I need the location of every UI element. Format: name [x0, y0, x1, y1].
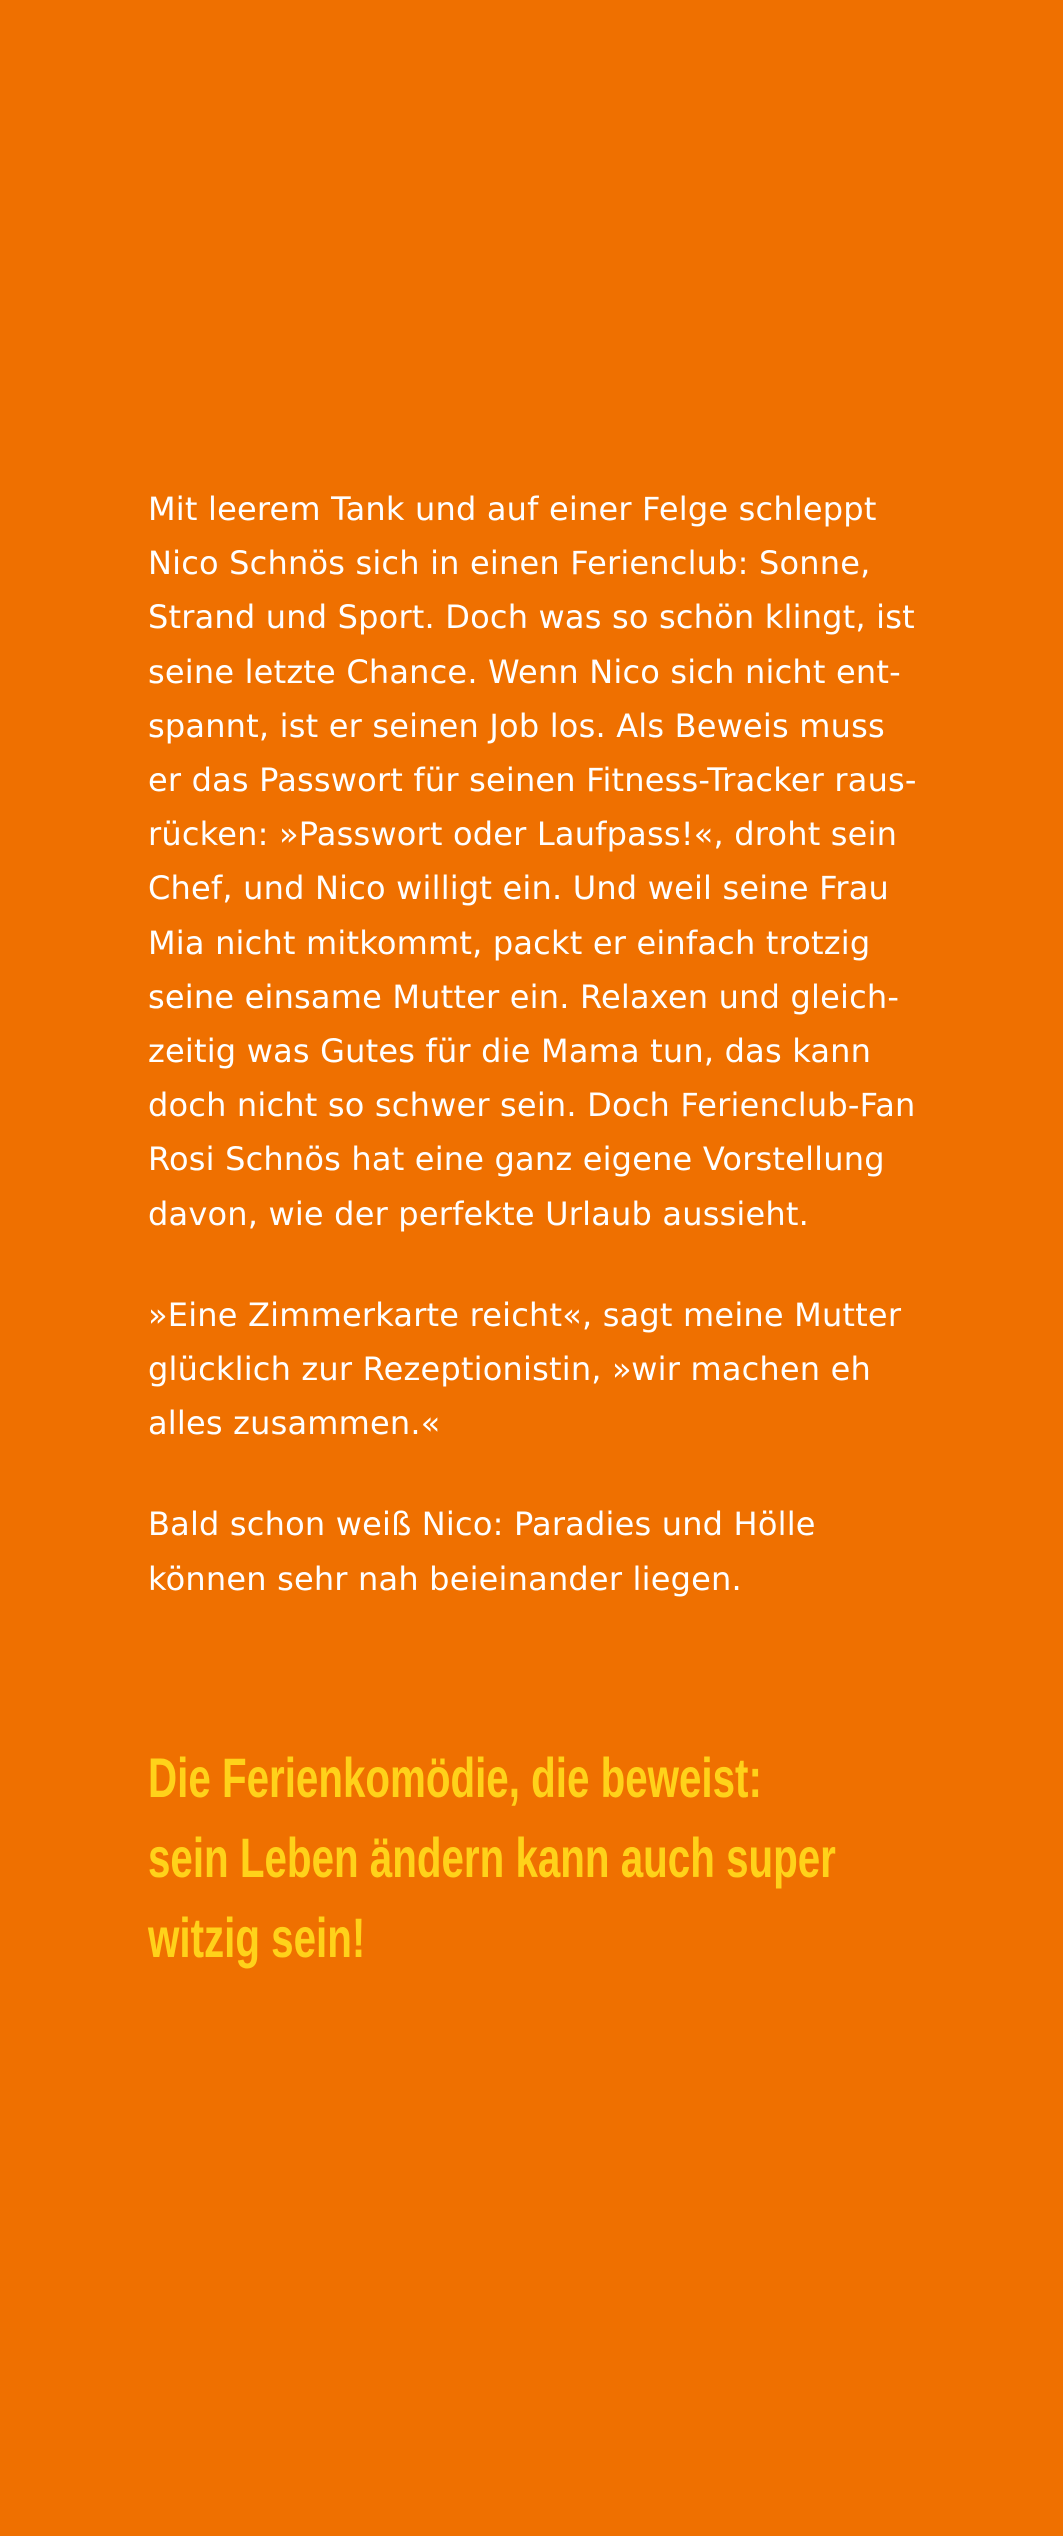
text-line: spannt, ist er seinen Job los. Als Beweis muss: [148, 706, 885, 745]
text-line: Strand und Sport. Doch was so schön klingt, ist: [148, 598, 915, 637]
text-line: davon, wie der perfekte Urlaub aussieht.: [148, 1194, 810, 1233]
blurb-text: [148, 482, 968, 1653]
description-paragraph: [148, 482, 968, 1241]
text-line: doch nicht so schwer sein. Doch Ferienclub-Fan: [148, 1086, 916, 1125]
quote-paragraph: [148, 1288, 968, 1451]
text-line: glücklich zur Rezeptionistin, »wir machen eh: [148, 1350, 872, 1389]
text-line: können sehr nah beieinander liegen.: [148, 1559, 742, 1598]
text-line: zeitig was Gutes für die Mama tun, das kann: [148, 1032, 872, 1071]
text-line: alles zusammen.«: [148, 1404, 441, 1443]
tagline-line: sein Leben ändern kann auch super: [148, 1826, 836, 1889]
closing-paragraph: [148, 1497, 968, 1605]
text-line: Chef, und Nico willigt ein. Und weil seine Frau: [148, 869, 890, 908]
text-line: Nico Schnös sich in einen Ferienclub: Sonne,: [148, 544, 871, 583]
text-line: er das Passwort für seinen Fitness-Tracker raus-: [148, 761, 917, 800]
text-line: Bald schon weiß Nico: Paradies und Hölle: [148, 1505, 816, 1544]
text-line: Rosi Schnös hat eine ganz eigene Vorstellung: [148, 1140, 885, 1179]
text-line: seine einsame Mutter ein. Relaxen und gleich-: [148, 977, 900, 1016]
text-line: Mia nicht mitkommt, packt er einfach trotzig: [148, 923, 871, 962]
tagline-line: Die Ferienkomödie, die beweist:: [148, 1746, 762, 1809]
tagline: [148, 1738, 836, 1978]
text-line: rücken: »Passwort oder Laufpass!«, droht sein: [148, 815, 898, 854]
text-line: »Eine Zimmerkarte reicht«, sagt meine Mutter: [148, 1295, 902, 1334]
text-line: seine letzte Chance. Wenn Nico sich nicht ent-: [148, 652, 901, 691]
tagline-line: witzig sein!: [148, 1906, 366, 1969]
text-line: Mit leerem Tank und auf einer Felge schleppt: [148, 490, 877, 528]
